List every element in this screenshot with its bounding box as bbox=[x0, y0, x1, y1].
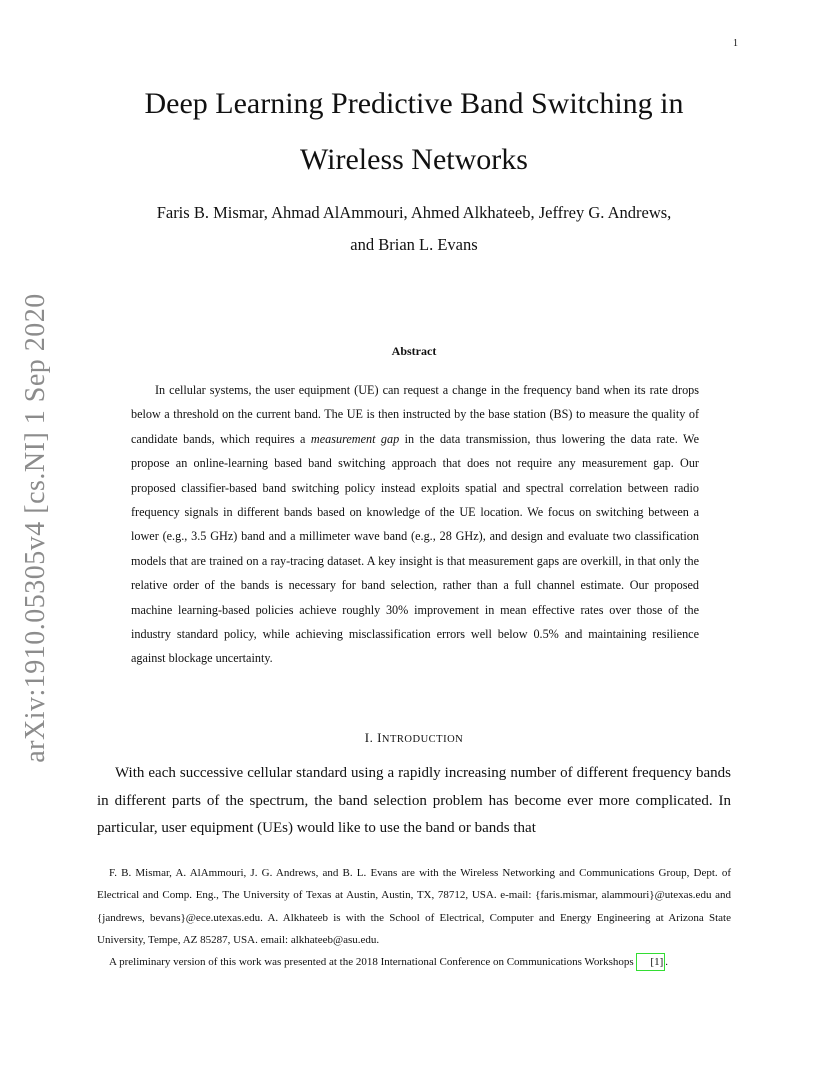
citation-link[interactable]: [1] bbox=[636, 953, 665, 971]
introduction-paragraph: With each successive cellular standard using a rapidly increasing number of different frequency bands in different parts of the spectrum, the band selection problem has become ever more complicated. In particular, user equipment (UEs) would like to use the band or bands that bbox=[97, 765, 731, 836]
abstract-heading: Abstract bbox=[391, 344, 437, 358]
preliminary-version-text: A preliminary version of this work was presented at the 2018 International Conference on Communications Workshops bbox=[109, 956, 637, 969]
section-heading-introduction bbox=[0, 730, 828, 746]
section-heading-rest: NTRODUCTION bbox=[381, 734, 464, 745]
abstract-text-part-2: in the data transmission, thus lowering the data rate. We propose an online-learning based band switching approach that does not require any measurement gap. Our proposed classifier-based band switching policy instead exploits spatial and spectral correlation between radio frequency signals in different bands based on knowledge of the UE location. We focus on switching between a lower (e.g., 3.5 GHz) band and a millimeter wave band (e.g., 28 GHz), and design and evaluate two classification models that are trained on a ray-tracing dataset. A key insight is that measurement gaps are overkill, in that only the relative order of the bands is necessary for band selection, rather than a full channel estimate. Our proposed machine learning-based policies achieve roughly 30% improvement in mean effective rates over those of the industry standard policy, while achieving misclassification errors well below 0.5% and maintaining resilience against blockage uncertainty. bbox=[131, 431, 699, 666]
affiliation-footnote: F. B. Mismar, A. AlAmmouri, J. G. Andrews, and B. L. Evans are with the Wireless Networking and Communications Group, Dept. of Electrical and Comp. Eng., The University of Texas at Austin, Austin, TX, 78712, USA. e-mail: {faris.mismar, alammouri}@utexas.edu and {jandrews, bevans}@ece.utexas.edu. A. Alkhateeb is with the School of Electrical, Computer and Energy Engineering at Arizona State University, Tempe, AZ 85287, USA. email: alkhateeb@asu.edu. bbox=[97, 867, 731, 946]
preliminary-version-footnote bbox=[97, 951, 731, 973]
paper-title bbox=[60, 76, 768, 188]
paper-title-line-1: Deep Learning Predictive Band Switching in bbox=[144, 87, 684, 120]
section-numeral: I. bbox=[364, 730, 378, 745]
author-list-line-2: and Brian L. Evans bbox=[350, 235, 478, 254]
abstract-text-part-1: In cellular systems, the user equipment (UE) can request a change in the frequency band when its rate drops below a threshold on the current band. The UE is then instructed by the base station (BS) to measure the quality of candidate bands, which requires a bbox=[131, 383, 699, 446]
paper-title-line-2: Wireless Networks bbox=[300, 143, 528, 176]
abstract-text bbox=[131, 378, 699, 671]
footnotes bbox=[97, 862, 731, 973]
section-heading-first-letter: I bbox=[377, 730, 382, 745]
preliminary-version-end: . bbox=[665, 956, 668, 969]
abstract-emphasis: measurement gap bbox=[310, 431, 400, 446]
author-list-line-1: Faris B. Mismar, Ahmad AlAmmouri, Ahmed Alkhateeb, Jeffrey G. Andrews, bbox=[156, 203, 672, 222]
author-list bbox=[60, 197, 768, 261]
arxiv-identifier-stamp: arXiv:1910.05305v4 [cs.NI] 1 Sep 2020 bbox=[20, 293, 51, 763]
page-number: 1 bbox=[733, 38, 738, 49]
